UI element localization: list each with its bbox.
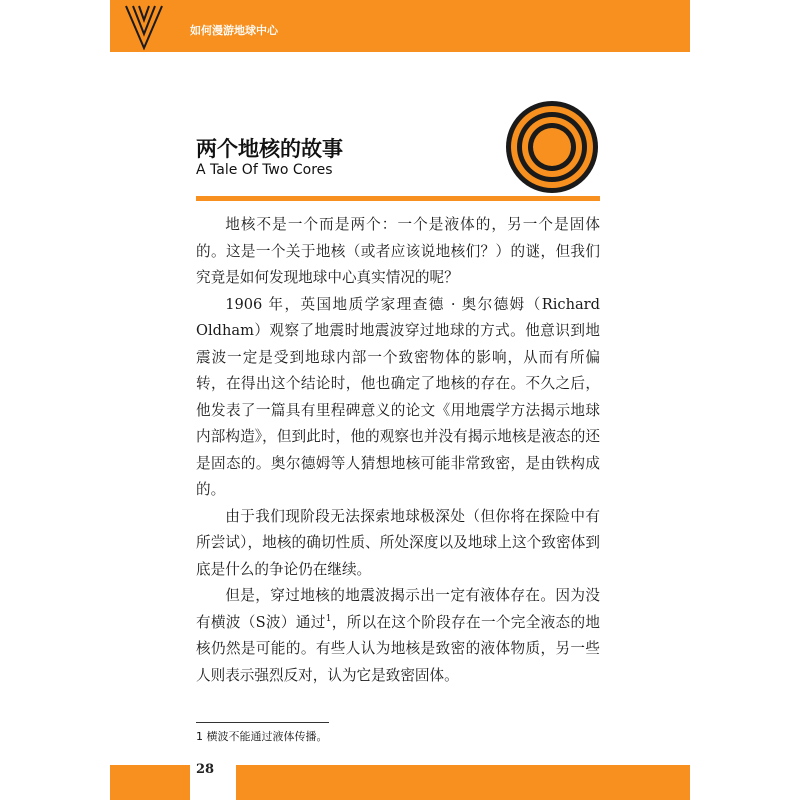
paragraph: 地核不是一个而是两个：一个是液体的，另一个是固体的。这是一个关于地核（或者应该说地核们？）的谜，但我们究竟是如何发现地球中心真实情况的呢？	[196, 216, 600, 286]
book-title: 如何漫游地球中心	[190, 24, 278, 37]
footnote-ref[interactable]: 1	[325, 613, 332, 624]
body-text	[196, 212, 600, 689]
footnote: 1 横波不能通过液体传播。	[196, 730, 328, 743]
paragraph-text: ，所以在这个阶段存在一个完全液态的地核仍然是可能的。有些人认为地核是致密的液体物质，另一些人则表示强烈反对，认为它是致密固体。	[196, 613, 600, 684]
paragraph	[196, 583, 600, 689]
footer-bar-left	[110, 765, 190, 800]
page-number: 28	[196, 762, 215, 777]
chapter-title: 两个地核的故事	[196, 137, 343, 161]
paragraph-text: 但是，穿过地核的地震波揭示出一定有液体存在。因为没有横波（S波）通过	[196, 587, 600, 631]
paragraph: 由于我们现阶段无法探索地球极深处（但你将在探险中有所尝试），地核的确切性质、所处深度以及地球上这个致密体到底是什么的争论仍在继续。	[196, 507, 600, 578]
chapter-subtitle: A Tale Of Two Cores	[196, 162, 333, 178]
nested-v-logo-icon	[124, 4, 164, 50]
footnote-divider	[196, 722, 329, 723]
paragraph: 1906 年，英国地质学家理查德 · 奥尔德姆（Richard Oldham）观察了地震时地震波穿过地球的方式。他意识到地震波一定是受到地球内部一个致密物体的影响，从而有所偏转，在得出这个结论时，他也确定了地核的存在。不久之后，他发表了一篇具有里程碑意义的论文《用地震学方法揭示地球内部构造》，但到此时，他的观察也并没有揭示地核是液态的还是固态的。奥尔德姆等人猜想地核可能非常致密，是由铁构成的。	[196, 295, 600, 498]
footer-bar-right	[236, 765, 690, 800]
header-bar	[110, 0, 690, 52]
concentric-rings-icon	[505, 100, 599, 194]
title-divider	[196, 196, 600, 201]
